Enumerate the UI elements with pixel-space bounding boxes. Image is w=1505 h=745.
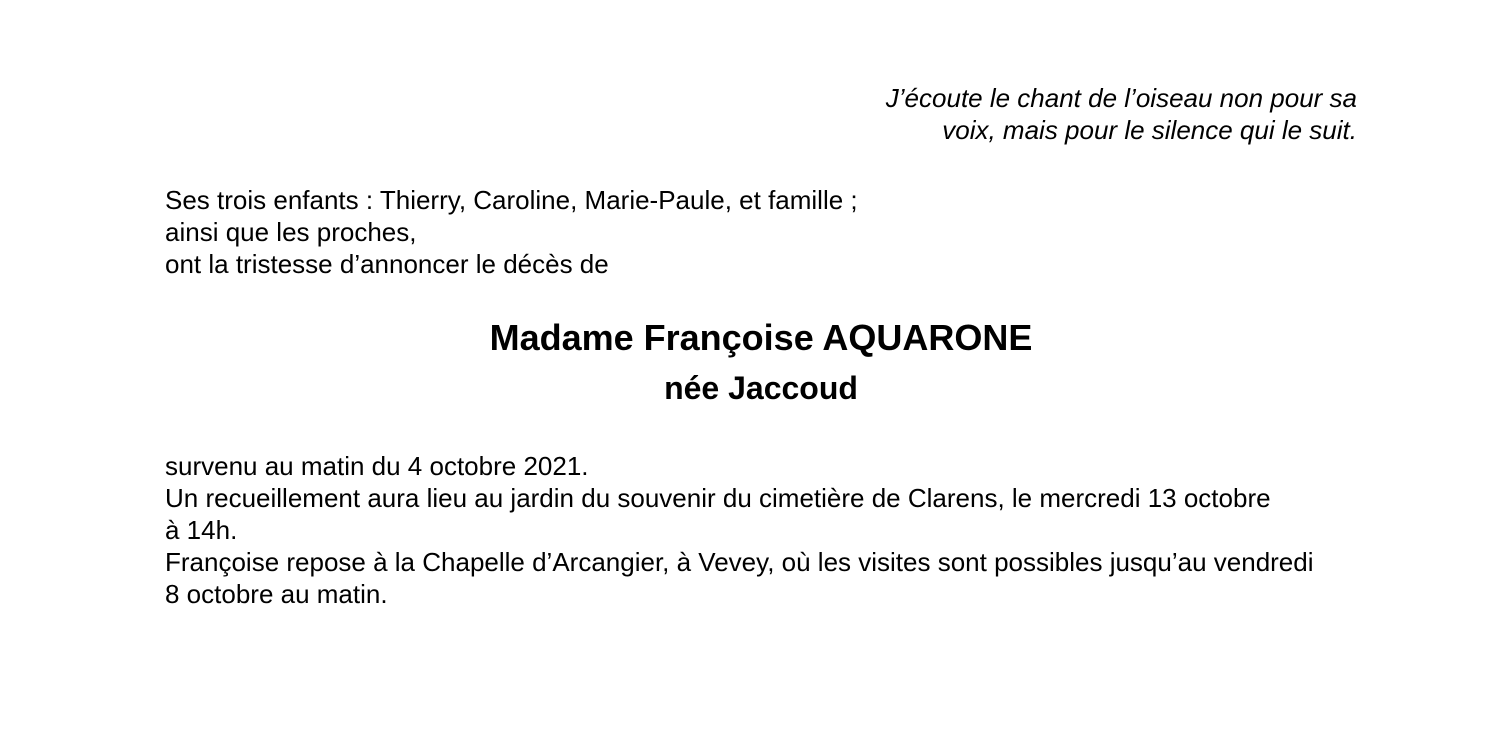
epigraph-line: voix, mais pour le silence qui le suit.: [942, 115, 1357, 145]
epigraph: [165, 82, 1357, 146]
details-line: Françoise repose à la Chapelle d’Arcangier, à Vevey, où les visites sont possibles jusqu’au vendredi: [165, 547, 1314, 577]
maiden-name: née Jaccoud: [664, 370, 858, 406]
epigraph-line: J’écoute le chant de l’oiseau non pour sa: [885, 83, 1357, 113]
intro-line: ainsi que les proches,: [165, 217, 417, 247]
details-line: survenu au matin du 4 octobre 2021.: [165, 451, 589, 481]
details-line: à 14h.: [165, 515, 238, 545]
details-paragraph: [165, 450, 1357, 610]
intro-line: ont la tristesse d’annoncer le décès de: [165, 249, 609, 279]
details-line: Un recueillement aura lieu au jardin du souvenir du cimetière de Clarens, le mercredi 13 octobre: [165, 483, 1271, 513]
details-line: 8 octobre au matin.: [165, 579, 388, 609]
intro-line: Ses trois enfants : Thierry, Caroline, Marie-Paule, et famille ;: [165, 185, 858, 215]
announcement-page: [0, 82, 1505, 745]
intro-paragraph: [165, 184, 1357, 280]
deceased-name: Madame Françoise AQUARONE: [489, 317, 1033, 358]
